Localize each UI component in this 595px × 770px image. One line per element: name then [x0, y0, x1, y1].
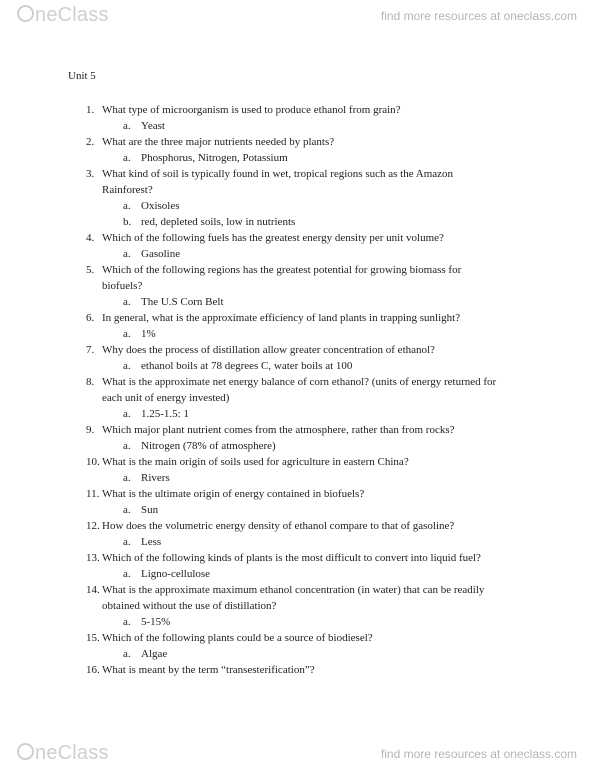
answer-text: Less [141, 536, 162, 548]
question-number: 10. [86, 456, 100, 468]
question-number: 6. [86, 312, 95, 324]
answer-letter: a. [123, 440, 131, 452]
question-number: 9. [86, 424, 95, 436]
question-text: Which of the following fuels has the greatest energy density per unit volume? [102, 232, 444, 244]
answer-text: Sun [141, 504, 159, 516]
question-text: What kind of soil is typically found in wet, tropical regions such as the Amazon [102, 168, 454, 180]
question-number: 3. [86, 168, 95, 180]
answer-text: The U.S Corn Belt [141, 296, 224, 308]
answer-text: 1.25-1.5: 1 [141, 408, 189, 420]
answer-text: red, depleted soils, low in nutrients [141, 216, 296, 228]
question-text: biofuels? [102, 280, 143, 292]
question-text: each unit of energy invested) [102, 392, 230, 404]
question-text: In general, what is the approximate efficiency of land plants in trapping sunlight? [102, 312, 461, 324]
oneclass-logo[interactable] [17, 4, 109, 27]
question-number: 15. [86, 632, 100, 644]
answer-letter: a. [123, 152, 131, 164]
answer-text: Phosphorus, Nitrogen, Potassium [141, 152, 288, 164]
logo-text: neClass [35, 742, 109, 764]
logo-o-icon [17, 743, 34, 760]
question-text: What are the three major nutrients needed by plants? [102, 136, 335, 148]
answer-text: ethanol boils at 78 degrees C, water boils at 100 [141, 360, 353, 372]
answer-text: Oxisoles [141, 200, 180, 212]
answer-letter: a. [123, 248, 131, 260]
question-number: 1. [86, 104, 95, 116]
answer-letter: a. [123, 472, 131, 484]
question-number: 7. [86, 344, 95, 356]
answer-letter: a. [123, 504, 131, 516]
question-number: 11. [86, 488, 100, 500]
oneclass-logo-footer[interactable] [17, 742, 109, 765]
question-text: What is the approximate maximum ethanol concentration (in water) that can be readily [102, 584, 485, 596]
answer-letter: a. [123, 296, 131, 308]
answer-letter: a. [123, 616, 131, 628]
answer-text: 1% [141, 328, 156, 340]
question-text: Rainforest? [102, 184, 153, 196]
question-number: 14. [86, 584, 100, 596]
question-number: 13. [86, 552, 100, 564]
answer-letter: a. [123, 648, 131, 660]
question-text: Which of the following regions has the greatest potential for growing biomass for [102, 264, 462, 276]
question-text: Which major plant nutrient comes from the atmosphere, rather than from rocks? [102, 424, 455, 436]
answer-text: 5-15% [141, 616, 171, 628]
answer-text: Gasoline [141, 248, 181, 260]
question-number: 5. [86, 264, 95, 276]
page-header [0, 0, 595, 34]
find-resources-link[interactable]: find more resources at oneclass.com [380, 9, 577, 23]
question-number: 2. [86, 136, 95, 148]
question-text: What type of microorganism is used to produce ethanol from grain? [102, 104, 401, 116]
answer-text: Nitrogen (78% of atmosphere) [141, 440, 276, 452]
answer-letter: a. [123, 536, 131, 548]
answer-letter: a. [123, 328, 131, 340]
logo-o-icon [17, 5, 34, 22]
answer-text: Rivers [141, 472, 170, 484]
question-number: 8. [86, 376, 95, 388]
answer-text: Algae [141, 648, 168, 660]
answer-letter: a. [123, 408, 131, 420]
answer-letter: a. [123, 568, 131, 580]
question-text: obtained without the use of distillation? [102, 600, 277, 612]
answer-letter: a. [123, 120, 131, 132]
question-text: What is the approximate net energy balance of corn ethanol? (units of energy returned for [102, 376, 497, 388]
answer-letter: a. [123, 200, 131, 212]
page-title: Unit 5 [68, 70, 96, 82]
logo-text: neClass [35, 4, 109, 26]
answer-letter: a. [123, 360, 131, 372]
question-text: What is the ultimate origin of energy contained in biofuels? [102, 488, 365, 500]
question-number: 12. [86, 520, 100, 532]
question-text: What is the main origin of soils used for agriculture in eastern China? [102, 456, 409, 468]
answer-text: Yeast [141, 120, 165, 132]
find-resources-link-footer[interactable]: find more resources at oneclass.com [380, 747, 577, 761]
question-number: 4. [86, 232, 95, 244]
answer-letter: b. [123, 216, 132, 228]
answer-text: Ligno-cellulose [141, 568, 211, 580]
question-text: Why does the process of distillation allow greater concentration of ethanol? [102, 344, 435, 356]
question-text: What is meant by the term “transesterification”? [102, 664, 315, 676]
page-footer [0, 736, 595, 770]
question-text: Which of the following plants could be a source of biodiesel? [102, 632, 373, 644]
question-text: Which of the following kinds of plants is the most difficult to convert into liquid fuel? [102, 552, 481, 564]
question-number: 16. [86, 664, 100, 676]
question-text: How does the volumetric energy density of ethanol compare to that of gasoline? [102, 520, 455, 532]
